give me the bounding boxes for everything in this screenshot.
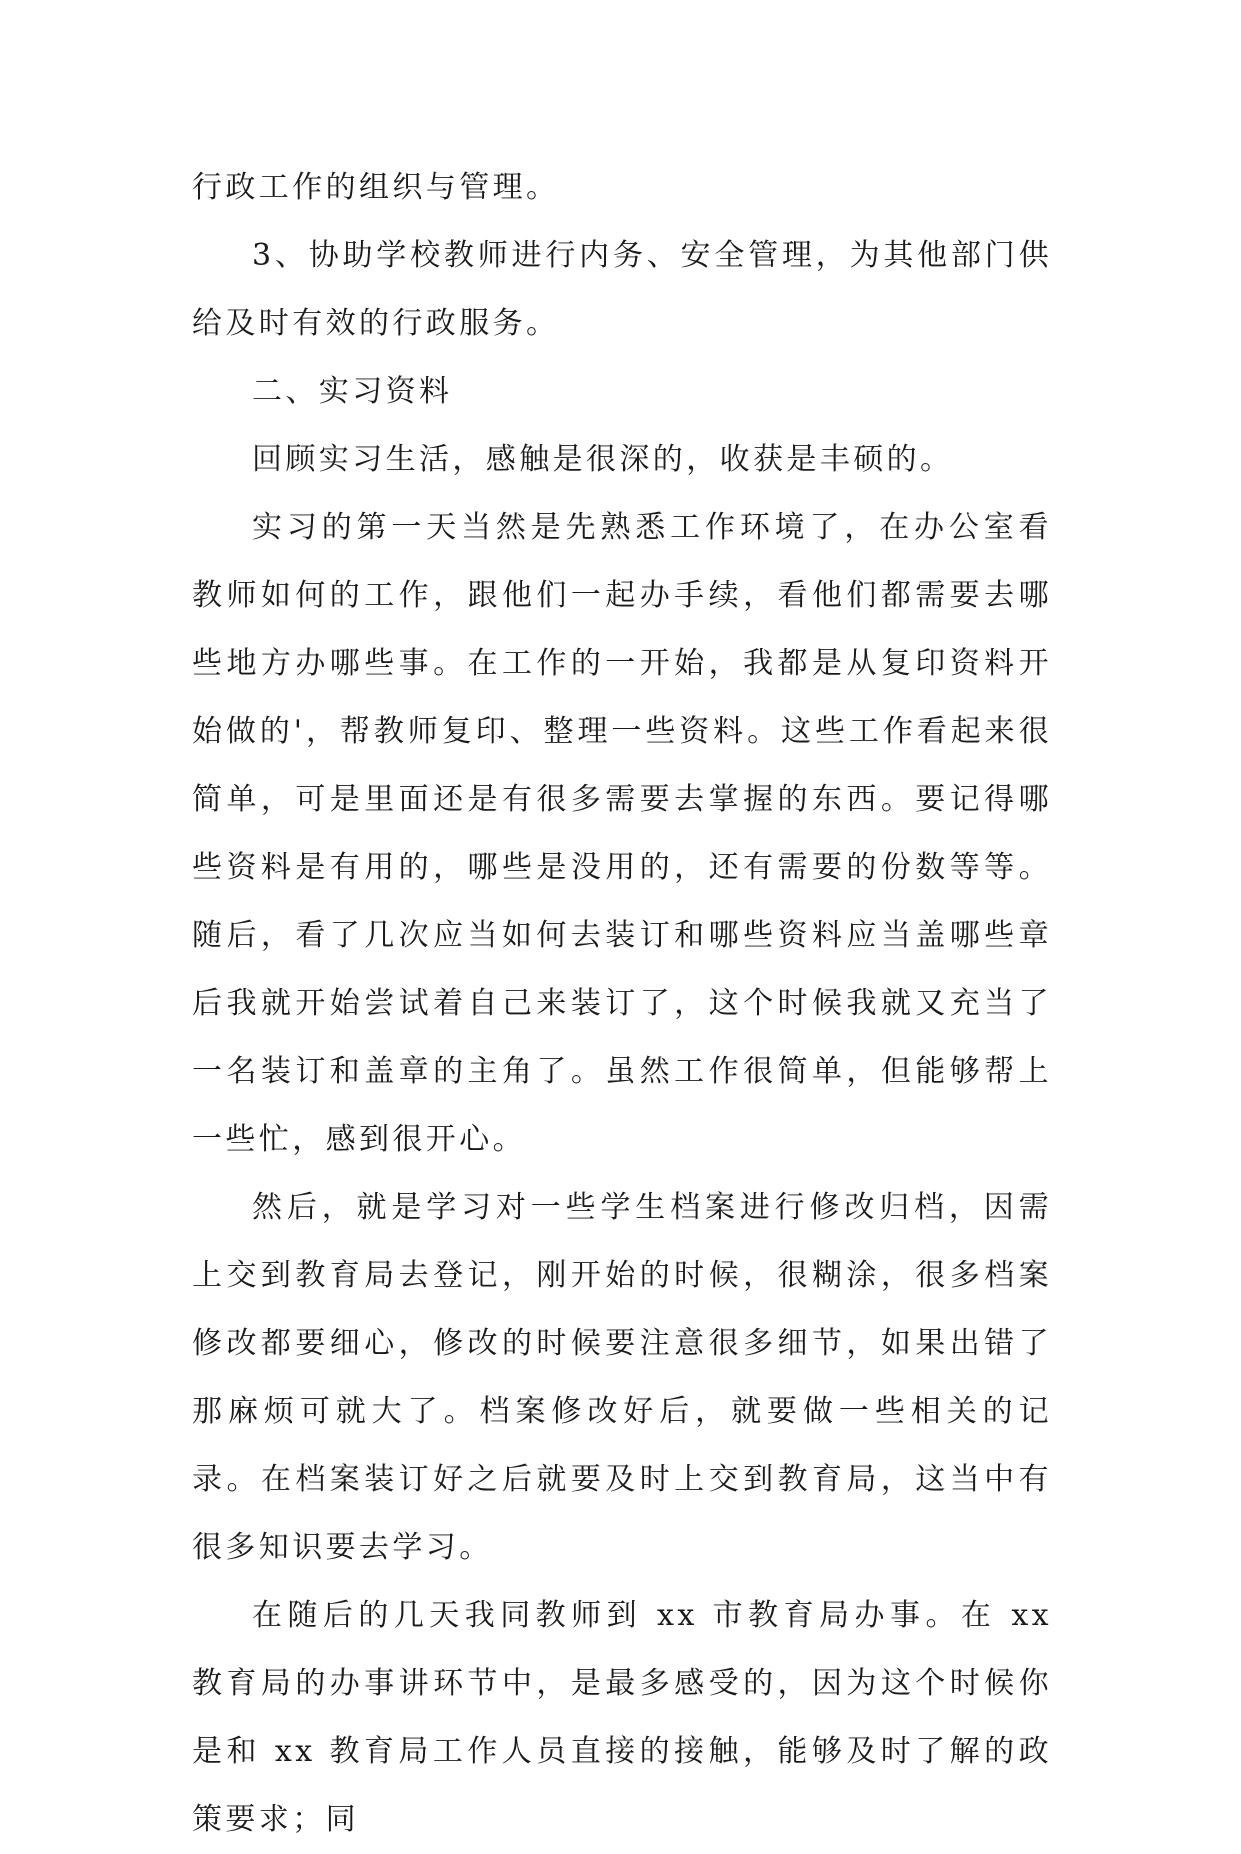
paragraph-1: 行政工作的组织与管理。 bbox=[192, 170, 560, 205]
paragraph-6: 然后，就是学习对一些学生档案进行修改归档，因需上交到教育局去登记，刚开始的时候，很糊涂，很多档案修改都要细心，修改的时候要注意很多细节，如果出错了那麻烦可就大了。档案修改好后，就要做一些相关的记录。在档案装订好之后就要及时上交到教育局，这当中有很多知识要去学习。 bbox=[192, 1190, 1052, 1565]
section-heading: 二、实习资料 bbox=[252, 374, 453, 409]
paragraph-5: 实习的第一天当然是先熟悉工作环境了，在办公室看教师如何的工作，跟他们一起办手续，看他们都需要去哪些地方办哪些事。在工作的一开始，我都是从复印资料开始做的'，帮教师复印、整理一些资料。这些工作看起来很简单，可是里面还是有很多需要去掌握的东西。要记得哪些资料是有用的，哪些是没用的，还有需要的份数等等。随后，看了几次应当如何去装订和哪些资料应当盖哪些章后我就开始尝试着自己来装订了，这个时候我就又充当了一名装订和盖章的主角了。虽然工作很简单，但能够帮上一些忙，感到很开心。 bbox=[192, 510, 1052, 1157]
paragraph-2: 3、协助学校教师进行内务、安全管理，为其他部门供给及时有效的行政服务。 bbox=[192, 238, 1052, 341]
document-body bbox=[192, 154, 1052, 1854]
paragraph-7: 在随后的几天我同教师到 xx 市教育局办事。在 xx 教育局的办事讲环节中，是最多感受的，因为这个时候你是和 xx 教育局工作人员直接的接触，能够及时了解的政策要求；同 bbox=[192, 1598, 1052, 1837]
paragraph-4: 回顾实习生活，感触是很深的，收获是丰硕的。 bbox=[252, 442, 954, 477]
